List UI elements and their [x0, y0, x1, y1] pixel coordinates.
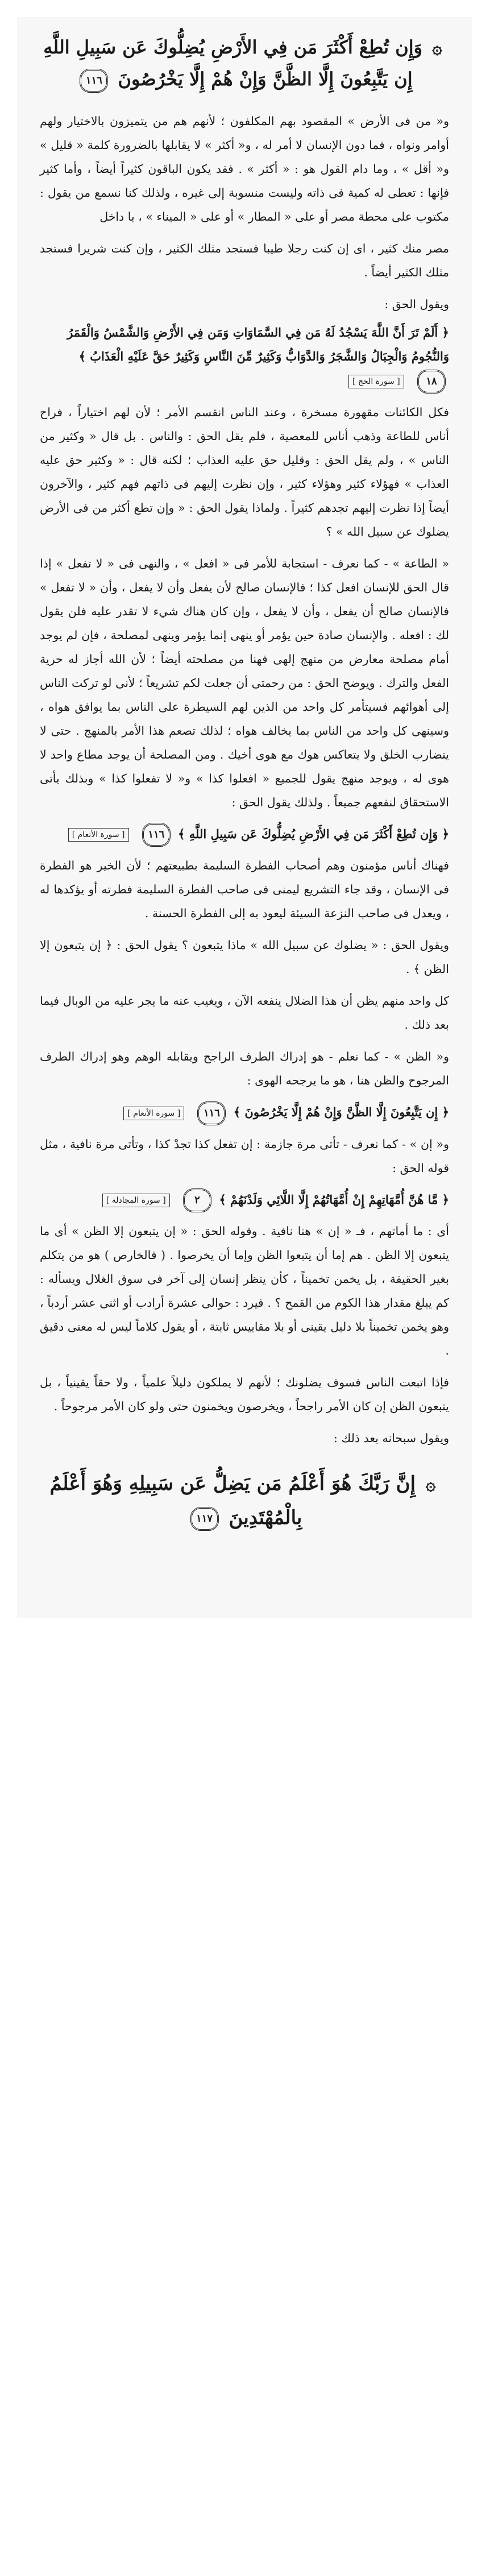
quote-3-text: ﴿ إِن يَتَّبِعُونَ إِلَّا الظَّنَّ وَإِنْ هُمْ إِلَّا يَخْرُصُونَ ﴾ — [233, 1105, 449, 1119]
quote-1-number: ١٨ — [417, 370, 446, 394]
quote-4-source: [ سورة المجادلة ] — [102, 1194, 170, 1207]
ornament-icon: ۞ — [425, 1475, 436, 1494]
closing-ayah-number: ١١٧ — [190, 1507, 219, 1531]
paragraph-6: ويقول الحق : « يضلوك عن سبيل الله » ماذا يتبعون ؟ يقول الحق : ﴿ إن يتبعون إلا الظن ﴾ . — [40, 938, 449, 976]
quote-1 — [40, 321, 449, 394]
paragraph-4: « الطاعة » - كما نعرف - استجابة للأمر فى « افعل » ، والنهى فى « لا تفعل » إذا قال الحق للإنسان افعل كذا ؛ فالإنسان صالح لأن يفعل وأن لا يفعل ، وأن « لا تفعل » فالإنسان صالح أن يفعل ، وأن لا يفعل ، وإن كان هناك شيء لا تقدر عليه فلن يقول لك : افعله . والإنسان صادة حين يؤمر أو ينهى إنما يؤمر وينهى لمصلحة ، فإن لم يوجد أمام مصلحة معارض من منهج إلهى فهنا من مصلحته أيضاً ؛ لأن الله أجاز له حرية الفعل والترك . ويوضح الحق : من رحمتى أن جعلت لكم تشريعاً ؛ لأنى لو تركت الناس إلى أهوائهم فسيتأمر كل واحد من الذين لهم السيطرة على الناس بما يوافق هواه ، وسينهى كل واحد من الناس بما يخالف هواه ؛ لذلك تصعم هذا الأمر بالمنهج . حتى لا يتضارب الخلق ولا يتعاكس هوك مع هوى أخيك . ومن المصلحة أن يوجد مطاع واحد لا هوى له ، ويوجد منهج يقول للجميع « افعلوا كذا » و« لا تفعلوا كذا » وبذلك يأتى الاستحقاق لنفعهم جميعاً . ولذلك يقول الحق : — [40, 556, 449, 809]
quote-2-source: [ سورة الأنعام ] — [68, 828, 129, 842]
quote-4 — [40, 1188, 449, 1213]
closing-ayah-text: إِنَّ رَبَّكَ هُوَ أَعْلَمُ مَن يَضِلُّ عَن سَبِيلِهِ وَهُوَ أَعْلَمُ بِالْمُهْتَدِينَ — [49, 1472, 416, 1529]
quote-4-number: ٢ — [183, 1188, 211, 1212]
paragraph-5: فهناك أناس مؤمنون وهم أصحاب الفطرة السليمة بطبيعتهم ؛ لأن الخير هو الفطرة فى الإنسان ، وقد جاء التشريع ليمنى فى صاحب الفطرة السليمة فطرته أو يؤكدها له ، ويعدل فى صاحب النزعة السيئة ليعود به إلى الفطرة الحسنة . — [40, 859, 449, 920]
lead-line-2: ويقول سبحانه بعد ذلك : — [334, 1431, 449, 1445]
document-body — [17, 17, 472, 1618]
lead-line-1: ويقول الحق : — [384, 297, 449, 311]
quote-1-source: [ سورة الحج ] — [348, 375, 404, 388]
closing-ayah — [40, 1467, 449, 1534]
paragraph-2: مصر منك كثير ، اى إن كنت رجلا طيبا فستجد مثلك الكثير ، وإن كنت شريرا فستجد مثلك الكثير أيضاً . — [40, 242, 449, 279]
paragraph-3: فكل الكائنات مقهورة مسخرة ، وعند الناس انقسم الأمر ؛ لأن لهم اختياراً ، فراح أناس للطاعة وذهب أناس للمعصية ، فلم يقل الحق : والناس . بل قال « وكثير من الناس » ، ولم يقل الحق : وقليل حق عليه العذاب ؛ لكنه قال : « وكثير حق عليه العذاب » فهؤلاء كثير وهؤلاء كثير ، وإن نظرت إليهم فى ذاتهم فهم كثير ، والآخرون أيضاً إذا نظرت إليهم تجدهم كثيراً . ولماذا يقول الحق : « وإن تطع أكثر من فى الأرض يضلوك عن سبيل الله » ؟ — [40, 405, 449, 539]
quote-4-text: ﴿ مَّا هُنَّ أُمَّهَاتِهِمْ إِنْ أُمَّهَاتُهُمْ إِلَّا اللَّائِي وَلَدْنَهُمْ ﴾ — [219, 1192, 449, 1207]
quote-2 — [40, 822, 449, 847]
paragraph-11: فإذا اتبعت الناس فسوف يضلونك ؛ لأنهم لا يملكون دليلاً علمياً ، ولا حقاً يقينياً ، بل يتبعون الظن إن كان الأمر راجحاً ، ويخرصون ويخمنون حتى ولو كان الأمر مرجوحاً . — [40, 1376, 449, 1413]
quote-3 — [40, 1100, 449, 1125]
quote-2-text: ﴿ وَإِن تُطِعْ أَكْثَرَ مَن فِي الأَرْضِ يُضِلُّوكَ عَن سَبِيلِ اللَّهِ ﴾ — [178, 826, 449, 841]
paragraph-1: و« من فى الأرض » المقصود بهم المكلفون ؛ لأنهم هم من يتميزون بالاختيار ولهم أوامر ونواه ، فما دون الإنسان لا أمر له ، و« أكثر » لا يقابلها بالضرورة كلمة « قليل » و« أقل » ، وما دام القول هو : « أكثر » . فقد يكون الباقون كثيراً أيضاً ، وأما كثير فإنها : تعطى له كمية فى ذاته وليست منسوبة إلى غيره ، ولذلك كنا نسمع من يقول : مكتوب على محطة مصر أو على « المطار » أو على « الميناء » ، يا داخل — [40, 114, 449, 223]
heading-ayah — [40, 32, 449, 94]
quote-3-source: [ سورة الأنعام ] — [123, 1107, 184, 1120]
paragraph-8: و« الظن » - كما نعلم - هو إدراك الطرف الراجح ويقابله الوهم وهو إدراك الطرف المرجوح والظن هنا ، هو ما يرجحه الهوى : — [40, 1050, 449, 1087]
ornament-icon: ۞ — [432, 38, 442, 58]
paragraph-10: أى : ما أماتهم ، فـ « إن » هنا نافية . وقوله الحق : « إن يتبعون إلا الظن » أى ما يتبعون إلا الظن . هم إما أن يتبعوا الظن وإما أن يخرصوا . ( فالخارص ) هو من يتكلم بغير الحقيقة ، بل يخمن تخميناً ، كأن ينظر إنسان إلى آخر فى سوق الغلال ويسأله : كم يبلغ مقدار هذا الكوم من القمح ؟ . فيرد : حوالى عشرة أرادب أو اثنى عشر أردباً ، وهو يخمن تخميناً بلا دليل يقينى أو بلا مقاييس ثابتة ، أو يقول كلاماً ليس له معنى دقيق . — [40, 1224, 449, 1357]
paragraph-7: كل واحد منهم يظن أن هذا الضلال ينفعه الآن ، ويغيب عنه ما يجر عليه من الوبال فيما بعد ذلك . — [40, 994, 449, 1032]
quote-2-number: ١١٦ — [142, 823, 171, 847]
quote-1-text: ﴿ أَلَمْ تَرَ أَنَّ اللَّهَ يَسْجُدُ لَهُ مَن فِي السَّمَاوَاتِ وَمَن فِي الأَرْضِ وَالشَّمْسُ وَالْقَمَرُ وَالنُّجُومُ وَالْجِبَالُ وَالشَّجَرُ وَالدَّوَابُّ وَكَثِيرٌ مِّنَ النَّاسِ وَكَثِيرٌ حَقَّ عَلَيْهِ الْعَذَابُ ﴾ — [67, 325, 449, 363]
heading-ayah-text: وَإِن تُطِعْ أَكْثَرَ مَن فِي الأَرْضِ يُضِلُّوكَ عَن سَبِيلِ اللَّهِ إِن يَتَّبِعُونَ إِلَّا الظَّنَّ وَإِنْ هُمْ إِلَّا يَخْرُصُونَ — [43, 36, 423, 90]
quote-3-number: ١١٦ — [197, 1101, 226, 1125]
ayah-number-badge: ١١٦ — [80, 69, 108, 93]
paragraph-9: و« إن » - كما نعرف - تأتى مرة جازمة : إن تفعل كذا تجدْ كذا ، وتأتى مرة نافية ، مثل قوله الحق : — [40, 1137, 449, 1175]
